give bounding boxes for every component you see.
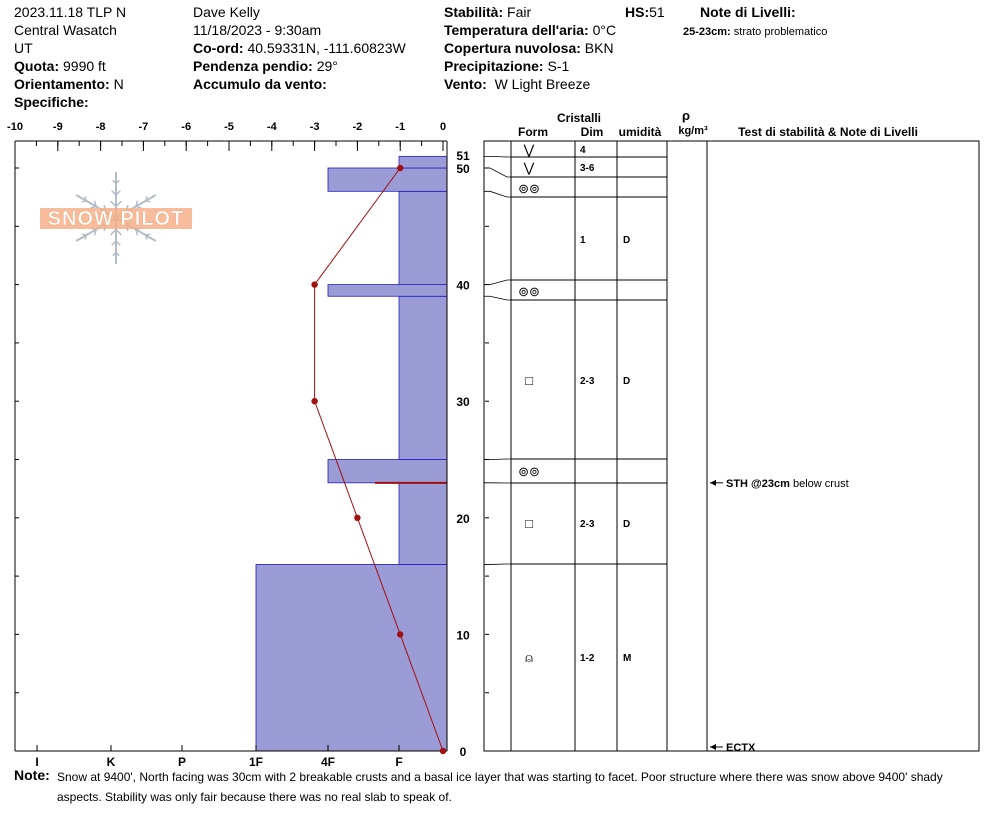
temperature-point — [354, 515, 360, 521]
layer-connector — [484, 191, 511, 197]
hs-value: 51 — [649, 4, 665, 20]
hardness-tick-label: F — [395, 755, 403, 769]
sky-label: Copertura nuvolosa: — [444, 40, 581, 56]
table-border — [484, 141, 979, 751]
grain-form-symbol: □ — [525, 373, 533, 388]
form-header: Form — [518, 125, 548, 139]
test-note: below crust — [793, 477, 849, 490]
notes-label: Note: — [14, 767, 50, 783]
moisture-value: D — [623, 519, 631, 530]
layer-notes-title: Note di Livelli: — [700, 4, 796, 20]
test-arrow-icon — [710, 480, 716, 486]
grain-form-symbol: ⋁ — [523, 142, 535, 157]
temp-tick-label: -9 — [52, 121, 63, 133]
wind-loading-label: Accumulo da vento: — [193, 76, 327, 92]
layer-note-text: strato problematico — [733, 26, 828, 38]
layer-note-depth: 25-23cm: — [683, 26, 731, 38]
temperature-point — [311, 281, 317, 287]
hardness-layer — [328, 168, 447, 191]
hardness-layer — [399, 483, 447, 565]
wind-value: W Light Breeze — [494, 76, 591, 92]
layer-connector — [484, 168, 511, 177]
flake-branch — [146, 201, 150, 202]
height-tick-label: 50 — [456, 162, 470, 176]
height-tick-label: 20 — [456, 511, 470, 526]
grain-form-symbol: ⊚⊚ — [518, 464, 540, 479]
specifics-label: Specifiche: — [14, 94, 89, 110]
observation-datetime: 11/18/2023 - 9:30am — [193, 22, 322, 38]
grain-size: 1-2 — [580, 653, 595, 664]
layer-table — [484, 141, 979, 751]
temperature-point — [311, 398, 317, 404]
temp-tick-label: -5 — [224, 121, 234, 133]
flake-branch — [82, 234, 86, 235]
grain-size: 2-3 — [580, 376, 595, 387]
grain-size: 3-6 — [580, 163, 595, 174]
temp-tick-label: -8 — [95, 121, 106, 133]
test-arrow-icon — [710, 744, 716, 750]
wind-label: Vento: — [444, 76, 487, 92]
layer-connector — [484, 156, 511, 157]
height-tick-label: 40 — [456, 278, 470, 293]
grain-size: 1 — [580, 235, 586, 246]
temp-tick-label: -7 — [138, 121, 149, 133]
logo-text: SNOW PILOT — [47, 208, 185, 230]
aspect-value: N — [113, 76, 124, 92]
hardness-tick-label: I — [35, 755, 39, 769]
temp-tick-label: -1 — [395, 121, 406, 133]
size-header: Dim — [580, 125, 604, 139]
moisture-header: umidità — [618, 125, 662, 139]
layer-connector — [484, 280, 511, 285]
temp-tick-label: -2 — [352, 121, 363, 133]
test-label: ECTX — [726, 742, 756, 754]
air-temp-value: 0°C — [592, 22, 617, 38]
coords-value: 40.59331N, -111.60823W — [247, 40, 406, 56]
moisture-value: M — [623, 653, 632, 664]
height-tick-label: 0 — [459, 745, 467, 759]
hardness-layer — [399, 191, 447, 284]
temperature-point — [397, 165, 403, 171]
stability-value: Fair — [507, 4, 532, 20]
slope-value: 29° — [316, 58, 338, 74]
hardness-tick-label: 4F — [320, 755, 336, 769]
layer-connector — [484, 296, 511, 300]
hardness-layer — [399, 296, 447, 459]
tests-header: Test di stabilità & Note di Livelli — [738, 125, 918, 139]
grain-form-symbol: ⊚⊚ — [518, 181, 540, 196]
density-unit-header: kg/m³ — [678, 125, 708, 137]
observer-name: Dave Kelly — [193, 4, 260, 20]
temp-tick-label: 0 — [439, 121, 447, 133]
elevation-label: Quota: — [14, 58, 60, 74]
test-label: STH @23cm — [726, 477, 790, 490]
temp-tick-label: -3 — [309, 121, 320, 133]
hs-label: HS: — [625, 4, 650, 20]
notes-text: Snow at 9400', North facing was 30cm with 2 breakable crusts and a basal ice layer that was starting to facet. Poor structure where there was snow above 9400' shady aspects. Stability was only fair because there was no real slab to speak of. — [57, 770, 943, 804]
grain-form-symbol: □ — [525, 516, 533, 531]
crystals-header: Cristalli — [556, 111, 602, 125]
stability-label: Stabilità: — [444, 4, 504, 20]
slope-label: Pendenza pendio: — [193, 58, 313, 74]
temp-tick-label: -4 — [266, 121, 277, 133]
grain-size: 4 — [580, 145, 586, 156]
hardness-tick-label: 1F — [248, 755, 264, 769]
mountain-range: Central Wasatch — [14, 22, 117, 38]
grain-size: 2-3 — [580, 519, 595, 530]
hardness-layer — [328, 285, 447, 297]
grain-form-symbol: ⊚⊚ — [518, 284, 540, 299]
hardness-layer — [256, 564, 447, 751]
hardness-tick-label: P — [177, 755, 187, 769]
temperature-point — [397, 631, 403, 637]
temperature-point — [440, 748, 446, 754]
coords-label: Co-ord: — [193, 40, 244, 56]
grain-form-symbol: ⋁ — [523, 160, 535, 175]
snowpilot-logo — [40, 172, 192, 264]
profile-title: 2023.11.18 TLP N — [14, 4, 127, 20]
height-top-label: 51 — [456, 149, 470, 163]
height-tick-label: 10 — [456, 628, 470, 643]
temp-tick-label: -6 — [181, 121, 192, 133]
precip-label: Precipitazione: — [444, 58, 544, 74]
hardness-layer — [328, 460, 447, 483]
aspect-label: Orientamento: — [14, 76, 110, 92]
hardness-layers — [256, 156, 447, 751]
precip-value: S-1 — [547, 58, 570, 74]
hardness-tick-label: K — [106, 755, 116, 769]
air-temp-label: Temperatura dell'aria: — [444, 22, 589, 38]
height-tick-label: 30 — [456, 395, 470, 410]
flake-branch — [146, 234, 150, 235]
elevation-value: 9990 ft — [63, 58, 106, 74]
hardness-layer — [399, 156, 447, 168]
temp-tick-label: -10 — [7, 121, 23, 133]
stability-tests — [710, 478, 849, 754]
state: UT — [14, 40, 33, 56]
moisture-value: D — [623, 376, 631, 387]
moisture-value: D — [623, 235, 631, 246]
rho-header: ρ — [681, 108, 691, 123]
sky-value: BKN — [584, 40, 614, 56]
grain-form-symbol: ⍝ — [525, 650, 533, 665]
